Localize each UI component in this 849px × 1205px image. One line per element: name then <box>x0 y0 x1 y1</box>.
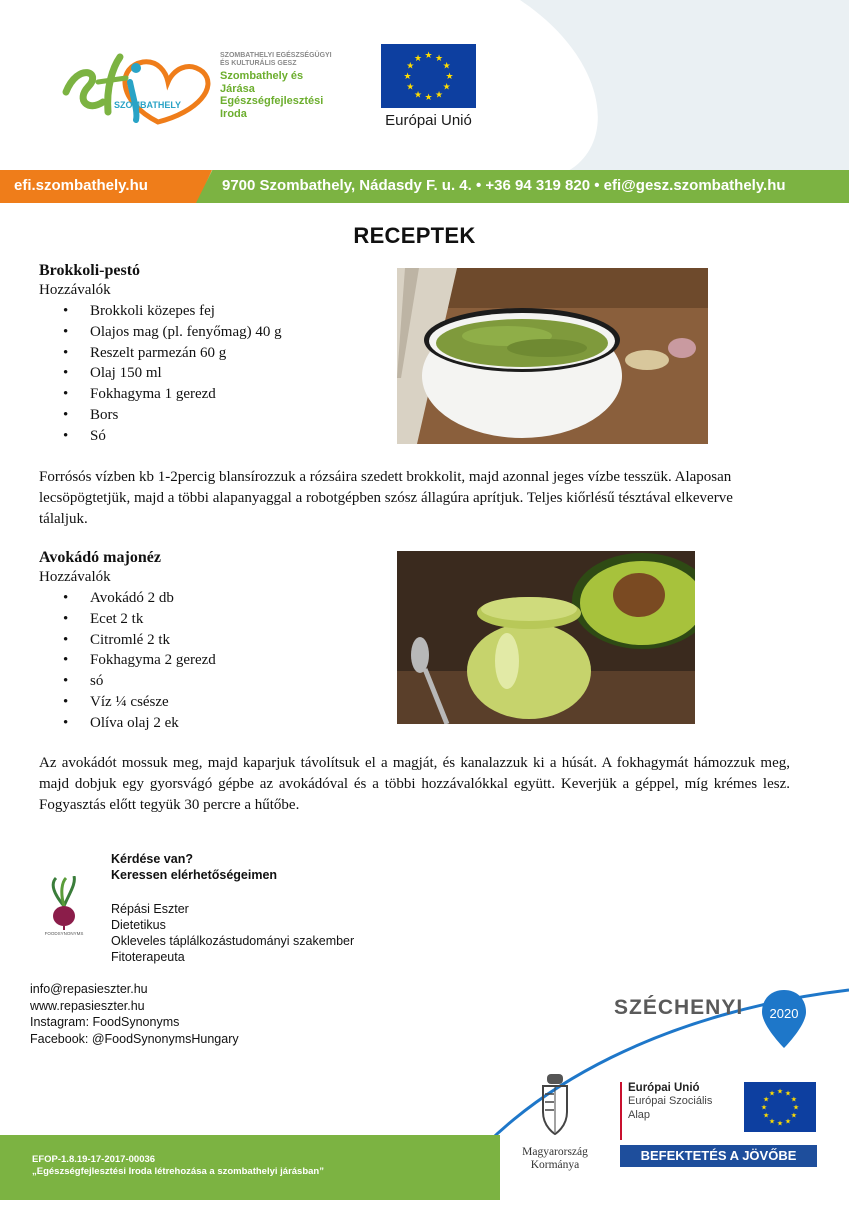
list-item: • só <box>39 671 379 692</box>
logo-word: SZOMBATHELY <box>114 100 182 110</box>
mk-line2: Kormánya <box>530 1159 580 1171</box>
eu-star: ★ <box>413 53 423 63</box>
eu-star: ★ <box>442 81 451 92</box>
project-desc: „Egészségfejlesztési Iroda létrehozása a szombathelyi járásban” <box>32 1166 324 1177</box>
eu-star: ★ <box>403 71 412 82</box>
list-item: • Víz ¼ csésze <box>39 692 379 713</box>
eu-star: ★ <box>424 92 433 103</box>
esza-title: Európai Unió <box>628 1082 700 1094</box>
efi-logo <box>58 42 218 134</box>
foodsynonyms-label: FOODSYNONYMS <box>44 931 84 936</box>
eu-star: ★ <box>790 1095 798 1104</box>
eu-star: ★ <box>413 89 423 100</box>
szechenyi-year: 2020 <box>769 1006 799 1021</box>
list-item: • Fokhagyma 1 gerezd <box>39 384 379 405</box>
szechenyi-pin-icon <box>760 988 808 1050</box>
list-item: • Olajos mag (pl. fenyőmag) 40 g <box>39 322 379 343</box>
avocado-photo <box>397 551 695 724</box>
eu-star: ★ <box>792 1103 800 1112</box>
eu-star: ★ <box>768 1117 776 1126</box>
instagram-link[interactable]: Instagram: FoodSynonyms <box>30 1015 180 1029</box>
eu-star: ★ <box>406 81 415 92</box>
esza-fund: Európai Szociális Alap <box>628 1095 713 1121</box>
list-item: • Ecet 2 tk <box>39 609 379 630</box>
contact-prompt-line: Keressen elérhetőségeimen <box>111 868 278 882</box>
list-item: • Só <box>39 426 379 447</box>
list-item: • Fokhagyma 2 gerezd <box>39 650 379 671</box>
eu-star: ★ <box>760 1103 768 1112</box>
eu-flag-icon <box>381 44 476 108</box>
eu-star: ★ <box>434 89 444 100</box>
eu-star: ★ <box>768 1089 776 1098</box>
recipe-2-ingredients <box>39 588 379 734</box>
contact-line: 9700 Szombathely, Nádasdy F. u. 4. • +36 94 319 820 • efi@gesz.szombathely.hu <box>222 177 786 194</box>
list-item: • Olaj 150 ml <box>39 363 379 384</box>
recipe-1-title: Brokkoli-pestó <box>39 262 141 279</box>
foodsynonyms-logo <box>40 876 88 936</box>
contact-question-line: Kérdése van? <box>111 852 193 866</box>
recipe-1-method: Forrósós vízben kb 1-2percig blansírozzuk a rózsáira szedett brokkolit, majd azonnal jeges vízbe tesszük. Alaposan lecsöpögtetjük, majd a többi alapanyaggal a robotgépben szósz állagúra aprítjuk. Teljes kiőrlésű tésztával elkeverve tálaljuk. <box>39 469 733 527</box>
person-role: Fitoterapeuta <box>111 950 185 964</box>
recipe-2-method: Az avokádót mossuk meg, majd kaparjuk távolítsuk el a magját, és kanalazzuk ki a húsát. A fokhagymát hámozzuk meg, majd dobjuk egy gyorsvágó gépbe az avokádóval és a többi hozzávalókkal együtt. Keverjük a géppel, míg krémes lesz. Fogyasztás előtt tegyük 30 percre a hűtőbe. <box>39 755 790 813</box>
eu-star: ★ <box>784 1089 792 1098</box>
list-item: • Citromlé 2 tk <box>39 630 379 651</box>
person-role: Dietetikus <box>111 918 166 932</box>
list-item: • Reszelt parmezán 60 g <box>39 343 379 364</box>
invest-banner: BEFEKTETÉS A JÖVŐBE <box>620 1145 817 1167</box>
gesz-small-text: SZOMBATHELYI EGÉSZSÉGÜGYI ÉS KULTURÁLIS GESZ <box>220 52 332 67</box>
recipe-2-title: Avokádó majonéz <box>39 549 161 566</box>
pesto-photo <box>397 268 708 444</box>
list-item: • Bors <box>39 405 379 426</box>
eu-flag-footer-icon <box>744 1082 816 1132</box>
list-item: • Olíva olaj 2 ek <box>39 713 379 734</box>
recipe-1-subtitle: Hozzávalók <box>39 282 111 298</box>
person-name: Répási Eszter <box>111 902 189 916</box>
eu-star: ★ <box>784 1117 792 1126</box>
person-role: Okleveles táplálkozástudományi szakember <box>111 934 355 948</box>
recipe-2-subtitle: Hozzávalók <box>39 569 111 585</box>
eu-star: ★ <box>406 60 415 71</box>
recipe-1-ingredients <box>39 301 379 447</box>
mk-text <box>500 1146 610 1172</box>
eu-star: ★ <box>424 50 433 61</box>
eu-star: ★ <box>790 1111 798 1120</box>
eu-star: ★ <box>442 60 451 71</box>
eu-star: ★ <box>762 1111 770 1120</box>
project-code: EFOP-1.8.19-17-2017-00036 <box>32 1154 156 1165</box>
eu-star: ★ <box>762 1095 770 1104</box>
eu-star: ★ <box>434 53 444 63</box>
coat-of-arms-icon <box>540 1072 570 1140</box>
office-name: Szombathely és Járása Egészségfejlesztési Iroda <box>220 70 324 120</box>
website-link-2[interactable]: www.repasieszter.hu <box>30 998 145 1013</box>
eu-star: ★ <box>776 1087 784 1096</box>
website-link[interactable]: efi.szombathely.hu <box>14 177 148 194</box>
eu-star: ★ <box>445 71 454 82</box>
esza-block <box>620 1082 722 1140</box>
eu-star: ★ <box>776 1119 784 1128</box>
page-title: RECEPTEK <box>353 223 476 248</box>
list-item: • Brokkoli közepes fej <box>39 301 379 322</box>
facebook-link[interactable]: Facebook: @FoodSynonymsHungary <box>30 1031 239 1046</box>
contact-question <box>111 851 277 883</box>
mk-line1: Magyarország <box>522 1146 588 1158</box>
szechenyi-text: SZÉCHENYI <box>614 996 744 1019</box>
email-link[interactable]: info@repasieszter.hu <box>30 982 148 996</box>
list-item: • Avokádó 2 db <box>39 588 379 609</box>
eu-label: Európai Unió <box>385 112 472 129</box>
